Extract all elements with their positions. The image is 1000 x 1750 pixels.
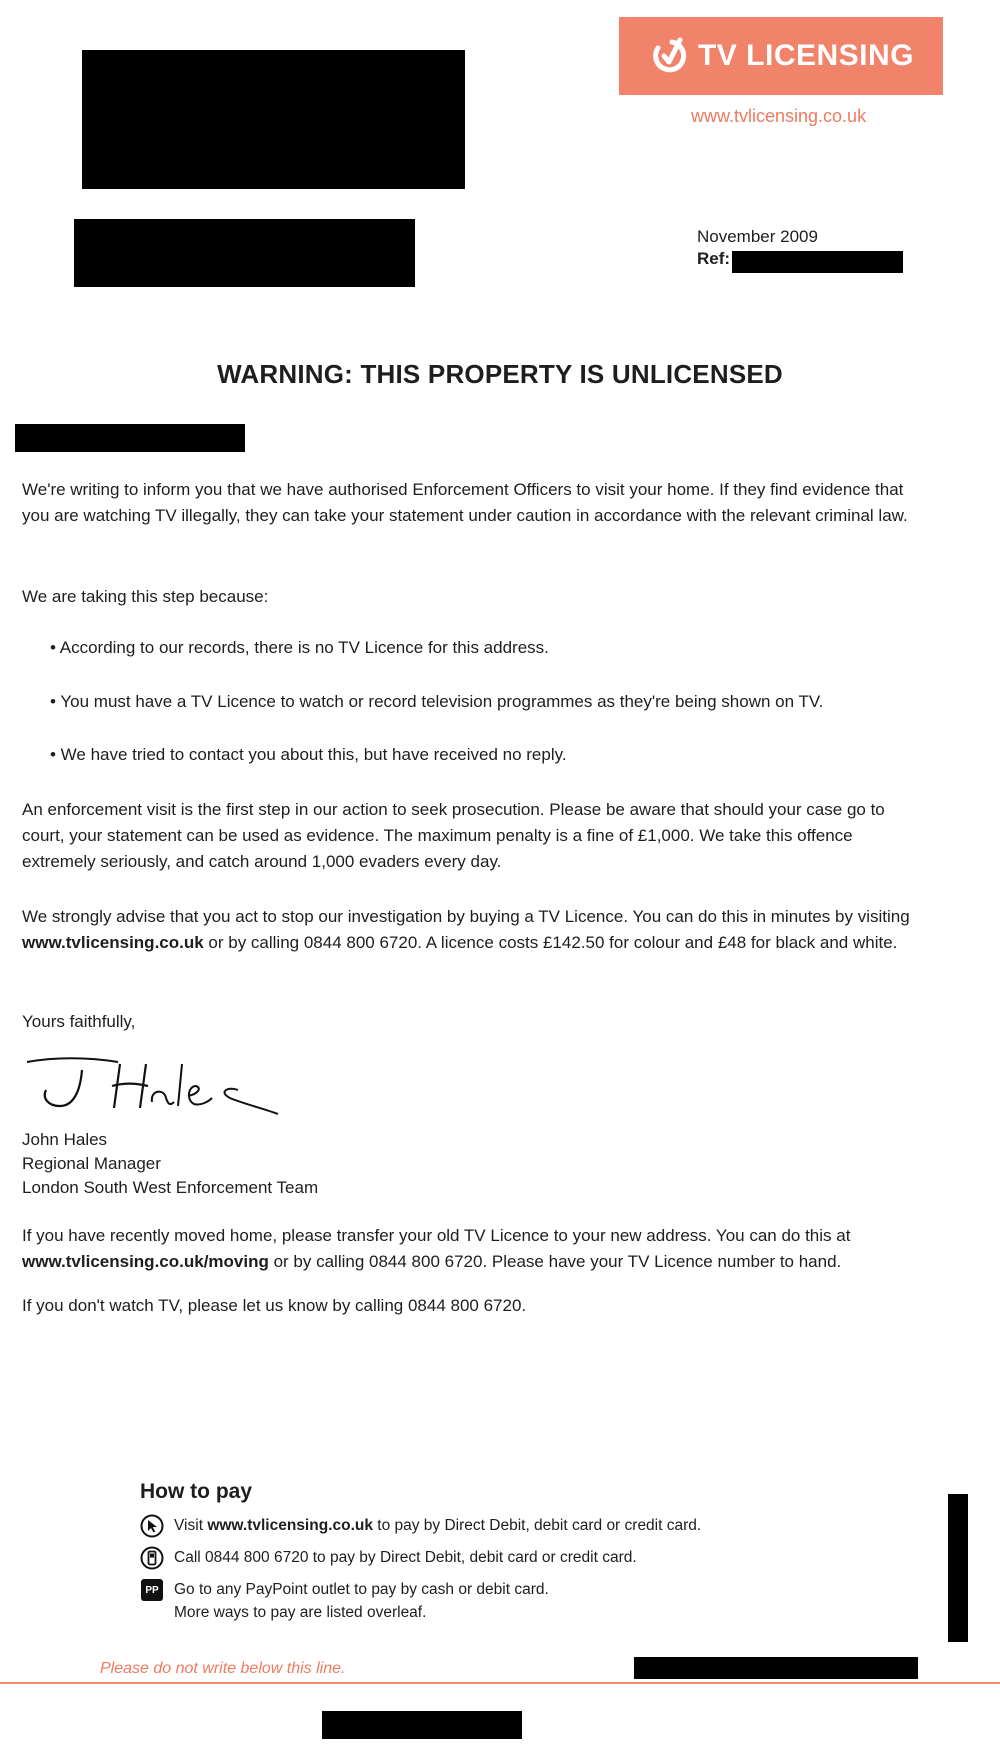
how-to-pay-section [140, 1480, 840, 1632]
pay-paypoint-line2: More ways to pay are listed overleaf. [174, 1604, 427, 1621]
signer-team: London South West Enforcement Team [22, 1178, 319, 1197]
reason-intro: We are taking this step because: [22, 587, 269, 606]
no-tv-paragraph: If you don't watch TV, please let us know by calling 0844 800 6720. [22, 1296, 527, 1315]
advice-text-post: or by calling 0844 800 6720. A licence costs £142.50 for colour and £48 for black and white. [203, 933, 898, 952]
enforcement-paragraph: An enforcement visit is the first step in our action to seek prosecution. Please be aware that should your case go to court, your statement can be used as evidence. The maximum penalty is a fine of £1,000. We take this offence extremely seriously, and catch around 1,000 evaders every day. [22, 800, 885, 871]
pay-paypoint-line1: Go to any PayPoint outlet to pay by cash or debit card. [174, 1581, 549, 1598]
bullet-no-licence: • According to our records, there is no TV Licence for this address. [50, 638, 549, 657]
intro-paragraph: We're writing to inform you that we have authorised Enforcement Officers to visit your home. If they find evidence that you are watching TV illegally, they can take your statement under caution in accordance with the relevant criminal law. [22, 480, 908, 525]
pay-phone-text: Call 0844 800 6720 to pay by Direct Debit, debit card or credit card. [174, 1549, 637, 1566]
tv-licensing-logo [619, 17, 943, 95]
moved-text-pre: If you have recently moved home, please transfer your old TV Licence to your new address. You can do this at [22, 1226, 851, 1245]
advice-text-pre: We strongly advise that you act to stop our investigation by buying a TV Licence. You can do this in minutes by visiting [22, 907, 910, 926]
closing-line: Yours faithfully, [22, 1012, 136, 1031]
signature [22, 1050, 282, 1120]
cursor-icon [140, 1514, 164, 1538]
signer-title: Regional Manager [22, 1154, 161, 1173]
pay-paypoint-row [140, 1578, 840, 1624]
pay-online-post: to pay by Direct Debit, debit card or credit card. [372, 1517, 702, 1534]
redacted-side-code [948, 1494, 968, 1642]
phone-icon [140, 1546, 164, 1570]
signer-block [22, 1128, 318, 1200]
redacted-recipient-name [82, 50, 465, 189]
ref-label: Ref: [697, 249, 731, 268]
letter-meta [697, 226, 818, 270]
pay-online-row [140, 1514, 840, 1538]
moving-website-link[interactable]: www.tvlicensing.co.uk/moving [22, 1252, 269, 1271]
moved-text-post: or by calling 0844 800 6720. Please have your TV Licence number to hand. [268, 1252, 842, 1271]
signer-name: John Hales [22, 1130, 108, 1149]
redacted-recipient-address [74, 219, 415, 287]
tick-icon [648, 36, 688, 76]
warning-title: WARNING: THIS PROPERTY IS UNLICENSED [217, 359, 783, 389]
bullet-must-have-licence: • You must have a TV Licence to watch or record television programmes as they're being shown on TV. [50, 692, 824, 711]
how-to-pay-title: How to pay [140, 1480, 253, 1503]
bullet-no-reply: • We have tried to contact you about this, but have received no reply. [50, 745, 567, 764]
advice-paragraph [22, 904, 922, 956]
advice-website-link[interactable]: www.tvlicensing.co.uk [22, 933, 204, 952]
redacted-salutation [15, 424, 245, 452]
pay-online-pre: Visit [174, 1517, 208, 1534]
do-not-write-notice: Please do not write below this line. [100, 1660, 346, 1677]
pay-phone-row [140, 1546, 840, 1570]
tear-off-line [0, 1682, 1000, 1684]
pay-online-link[interactable]: www.tvlicensing.co.uk [207, 1517, 373, 1534]
paypoint-icon [140, 1578, 164, 1602]
header-website-link[interactable]: www.tvlicensing.co.uk [691, 106, 867, 126]
paypoint-icon-text: PP [145, 1585, 159, 1596]
letter-date: November 2009 [697, 227, 818, 246]
redacted-footer-code [634, 1657, 918, 1679]
logo-text: TV LICENSING [697, 39, 914, 72]
redacted-bottom-code [322, 1711, 522, 1739]
moved-paragraph [22, 1223, 922, 1275]
